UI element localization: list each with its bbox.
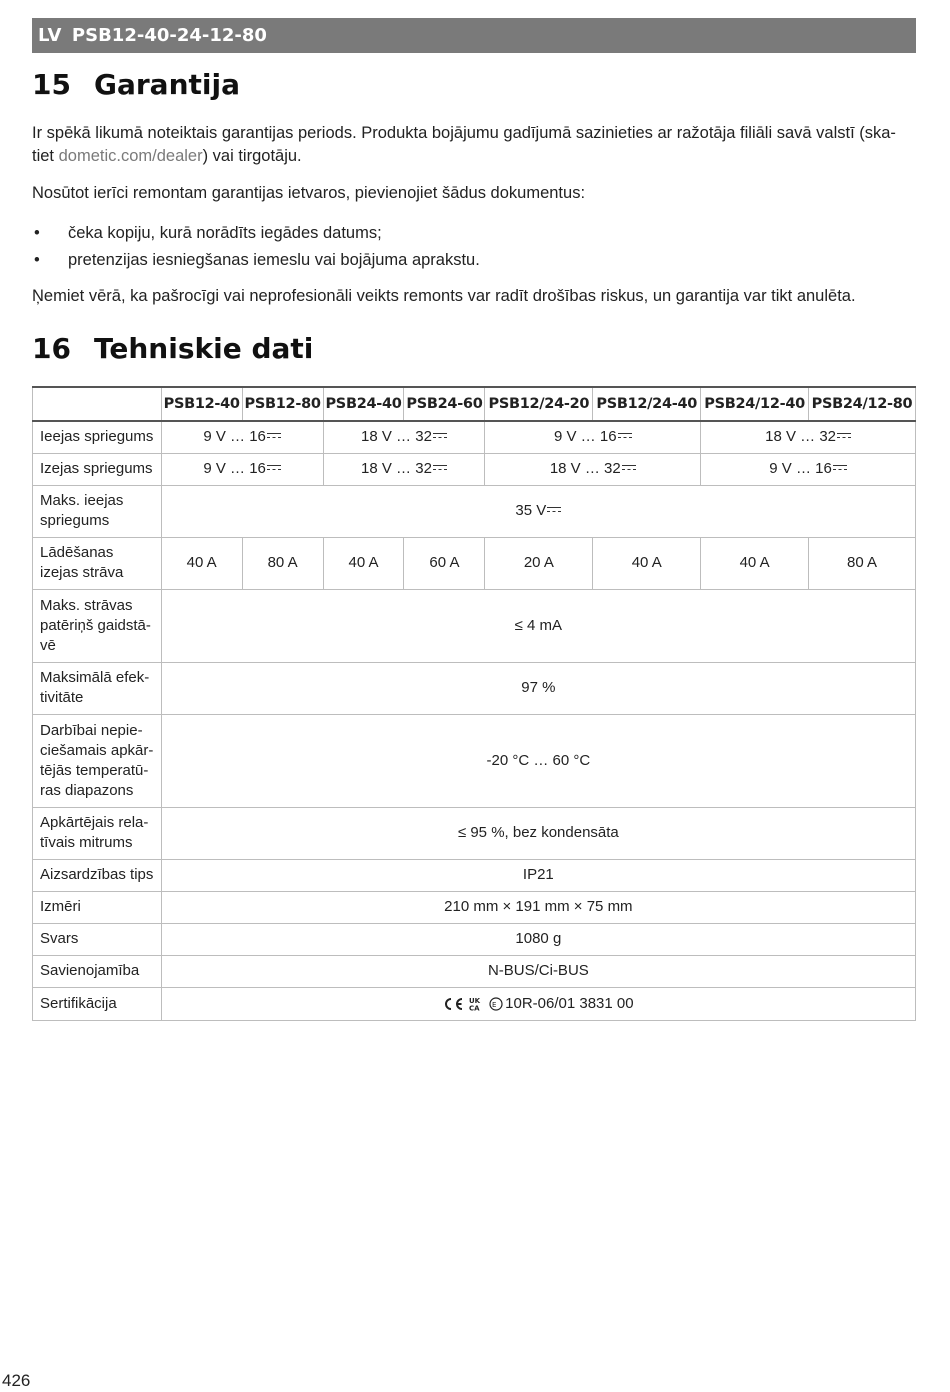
table-cell: ≤ 95 %, bez kondensāta — [161, 807, 915, 859]
table-cell: 210 mm × 191 mm × 75 mm — [161, 891, 915, 923]
dc-symbol-icon — [547, 505, 561, 515]
header-model: PSB12/24-20 — [485, 387, 593, 421]
table-row — [33, 987, 916, 1020]
list-item-text: pretenzijas iesniegšanas iemeslu vai bojājuma aprakstu. — [68, 251, 480, 269]
table-row — [33, 859, 916, 891]
table-cell: 18 V … 32 — [701, 421, 916, 453]
table-cell: IP21 — [161, 859, 915, 891]
table-cell: 18 V … 32 — [323, 453, 485, 485]
row-label: Izmēri — [33, 891, 162, 923]
table-row — [33, 662, 916, 714]
table-cell: -20 °C … 60 °C — [161, 714, 915, 807]
row-label: Ieejas spriegums — [33, 421, 162, 453]
table-cell: N-BUS/Ci-BUS — [161, 955, 915, 987]
list-item — [32, 247, 912, 274]
header-empty-cell — [33, 387, 162, 421]
dc-symbol-icon — [267, 431, 281, 441]
dc-symbol-icon — [433, 431, 447, 441]
dc-symbol-icon — [618, 431, 632, 441]
table-row — [33, 891, 916, 923]
table-cell: ≤ 4 mA — [161, 589, 915, 662]
row-label: Darbībai nepie-ciešamais apkār-tējās temperatū-ras diapazons — [33, 714, 162, 807]
page-header-bar — [32, 18, 916, 53]
table-row — [33, 955, 916, 987]
table-cell: 40 A — [323, 537, 404, 589]
header-model: PSB12/24-40 — [593, 387, 701, 421]
row-label: Svars — [33, 923, 162, 955]
list-item — [32, 220, 912, 247]
table-row — [33, 485, 916, 537]
certification-number: 10R-06/01 3831 00 — [505, 994, 634, 1012]
document-list — [32, 220, 912, 274]
table-cell: 40 A — [701, 537, 809, 589]
row-label: Maks. ieejas spriegums — [33, 485, 162, 537]
table-cell: 18 V … 32 — [323, 421, 485, 453]
header-model: PSB24-40 — [323, 387, 404, 421]
row-label: Savienojamība — [33, 955, 162, 987]
svg-text:E: E — [492, 1000, 497, 1009]
dc-symbol-icon — [837, 431, 851, 441]
dc-symbol-icon — [622, 463, 636, 473]
table-cell: 35 V — [161, 485, 915, 537]
warranty-heading — [32, 68, 240, 101]
table-row — [33, 453, 916, 485]
table-row — [33, 589, 916, 662]
header-model: PSB12-80 — [242, 387, 323, 421]
bullet-icon: • — [34, 224, 40, 242]
row-label: Sertifikācija — [33, 987, 162, 1020]
table-cell: 80 A — [242, 537, 323, 589]
table-cell: 60 A — [404, 537, 485, 589]
warranty-paragraph-3: Ņemiet vērā, ka pašrocīgi vai neprofesionāli veikts remonts var radīt drošības riskus, un garantija var tikt anulēta. — [32, 287, 856, 305]
tech-data-heading — [32, 332, 313, 365]
row-label: Izejas spriegums — [33, 453, 162, 485]
header-model: PSB24/12-80 — [809, 387, 916, 421]
table-cell: 9 V … 16 — [161, 421, 323, 453]
table-cell: 9 V … 16 — [701, 453, 916, 485]
row-label: Lādēšanas izejas strāva — [33, 537, 162, 589]
dc-symbol-icon — [433, 463, 447, 473]
dealer-link[interactable]: dometic.com/dealer — [58, 147, 203, 165]
table-cell: 40 A — [161, 537, 242, 589]
table-row — [33, 714, 916, 807]
row-label: Maks. strāvas patēriņš gaidstā-vē — [33, 589, 162, 662]
dc-symbol-icon — [267, 463, 281, 473]
dc-symbol-icon — [833, 463, 847, 473]
row-label: Apkārtējais rela-tīvais mitrums — [33, 807, 162, 859]
table-cell: 97 % — [161, 662, 915, 714]
table-cell: 1080 g — [161, 923, 915, 955]
list-item-text: čeka kopiju, kurā norādīts iegādes datums; — [68, 224, 382, 242]
table-row — [33, 807, 916, 859]
language-code: LV — [38, 25, 62, 46]
header-model: PSB24-60 — [404, 387, 485, 421]
row-label: Maksimālā efek-tivitāte — [33, 662, 162, 714]
table-cell: 9 V … 16 — [485, 421, 701, 453]
tech-title: Tehniskie dati — [94, 332, 314, 365]
svg-text:UK: UK — [469, 996, 481, 1005]
warranty-text-start: Ir spēkā likumā noteiktais garantijas periods. Produkta bojājumu gadījumā sazinieties ar ražotāja filiāli savā valstī (ska-tiet — [32, 124, 896, 165]
table-cell: 20 A — [485, 537, 593, 589]
table-cell: 80 A — [809, 537, 916, 589]
warranty-title: Garantija — [94, 68, 240, 101]
tech-section-number: 16 — [32, 332, 71, 365]
warranty-paragraph-1 — [32, 122, 912, 168]
header-model: PSB12-40 — [161, 387, 242, 421]
model-name: PSB12-40-24-12-80 — [71, 25, 267, 46]
page-number: 426 — [2, 1371, 31, 1390]
table-cell — [161, 987, 915, 1020]
certification-marks — [443, 997, 503, 1011]
warranty-section-number: 15 — [32, 68, 71, 101]
header-model: PSB24/12-40 — [701, 387, 809, 421]
ukca-mark-icon — [469, 997, 485, 1011]
table-row — [33, 421, 916, 453]
table-cell: 40 A — [593, 537, 701, 589]
warranty-paragraph-2: Nosūtot ierīci remontam garantijas ietvaros, pievienojiet šādus dokumentus: — [32, 184, 586, 202]
table-cell: 9 V … 16 — [161, 453, 323, 485]
ce-mark-icon — [443, 997, 465, 1011]
table-cell: 18 V … 32 — [485, 453, 701, 485]
row-label: Aizsardzības tips — [33, 859, 162, 891]
tech-data-table — [32, 386, 916, 1021]
e-mark-icon — [489, 997, 503, 1011]
table-header-row — [33, 387, 916, 421]
svg-text:CA: CA — [469, 1004, 480, 1011]
table-row — [33, 537, 916, 589]
table-row — [33, 923, 916, 955]
bullet-icon: • — [34, 251, 40, 269]
warranty-text-end: ) vai tirgotāju. — [202, 147, 302, 165]
